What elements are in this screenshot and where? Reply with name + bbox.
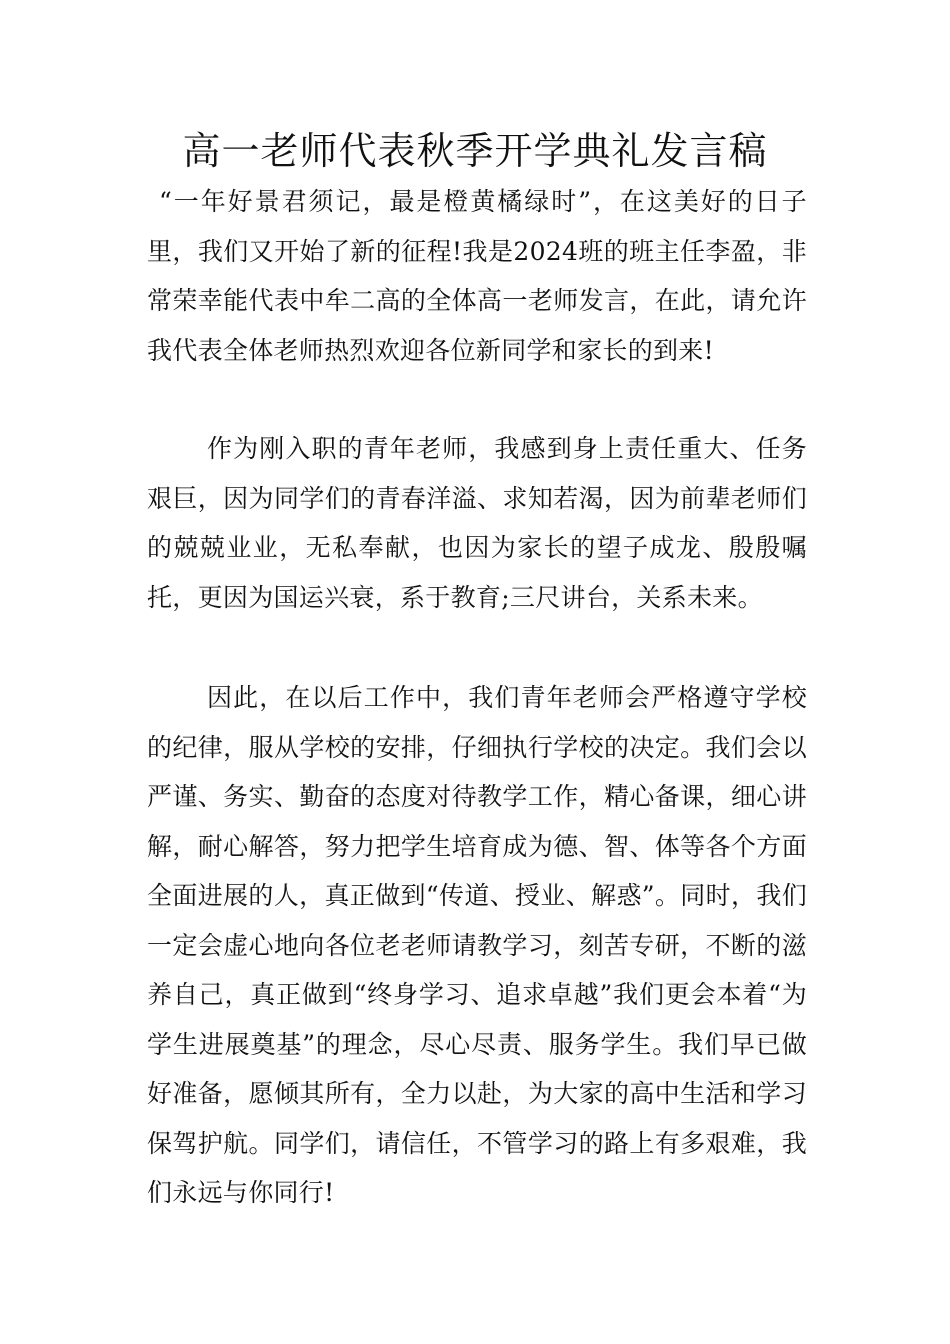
paragraph-1: “一年好景君须记，最是橙黄橘绿时”，在这美好的日子里，我们又开始了新的征程!我是2024班的班主任李盈，非常荣幸能代表中牟二高的全体高一老师发言，在此，请允许我代表全体老师热烈欢迎各位新同学和家长的到来!: [147, 187, 807, 365]
document-title: 高一老师代表秋季开学典礼发言稿: [182, 129, 768, 173]
paragraph-2: 作为刚入职的青年老师，我感到身上责任重大、任务艰巨，因为同学们的青春洋溢、求知若渴，因为前辈老师们的兢兢业业，无私奉献，也因为家长的望子成龙、殷殷嘱托，更因为国运兴衰，系于教育;三尺讲台，关系未来。: [147, 434, 807, 612]
paragraph-3: 因此，在以后工作中，我们青年老师会严格遵守学校的纪律，服从学校的安排，仔细执行学校的决定。我们会以严谨、务实、勤奋的态度对待教学工作，精心备课，细心讲解，耐心解答，努力把学生培育成为德、智、体等各个方面全面进展的人，真正做到“传道、授业、解惑”。同时，我们一定会虚心地向各位老老师请教学习，刻苦专研，不断的滋养自己，真正做到“终身学习、追求卓越”我们更会本着“为学生进展奠基”的理念，尽心尽责、服务学生。我们早已做好准备，愿倾其所有，全力以赴，为大家的高中生活和学习保驾护航。同学们，请信任，不管学习的路上有多艰难，我们永远与你同行!: [147, 683, 807, 1207]
